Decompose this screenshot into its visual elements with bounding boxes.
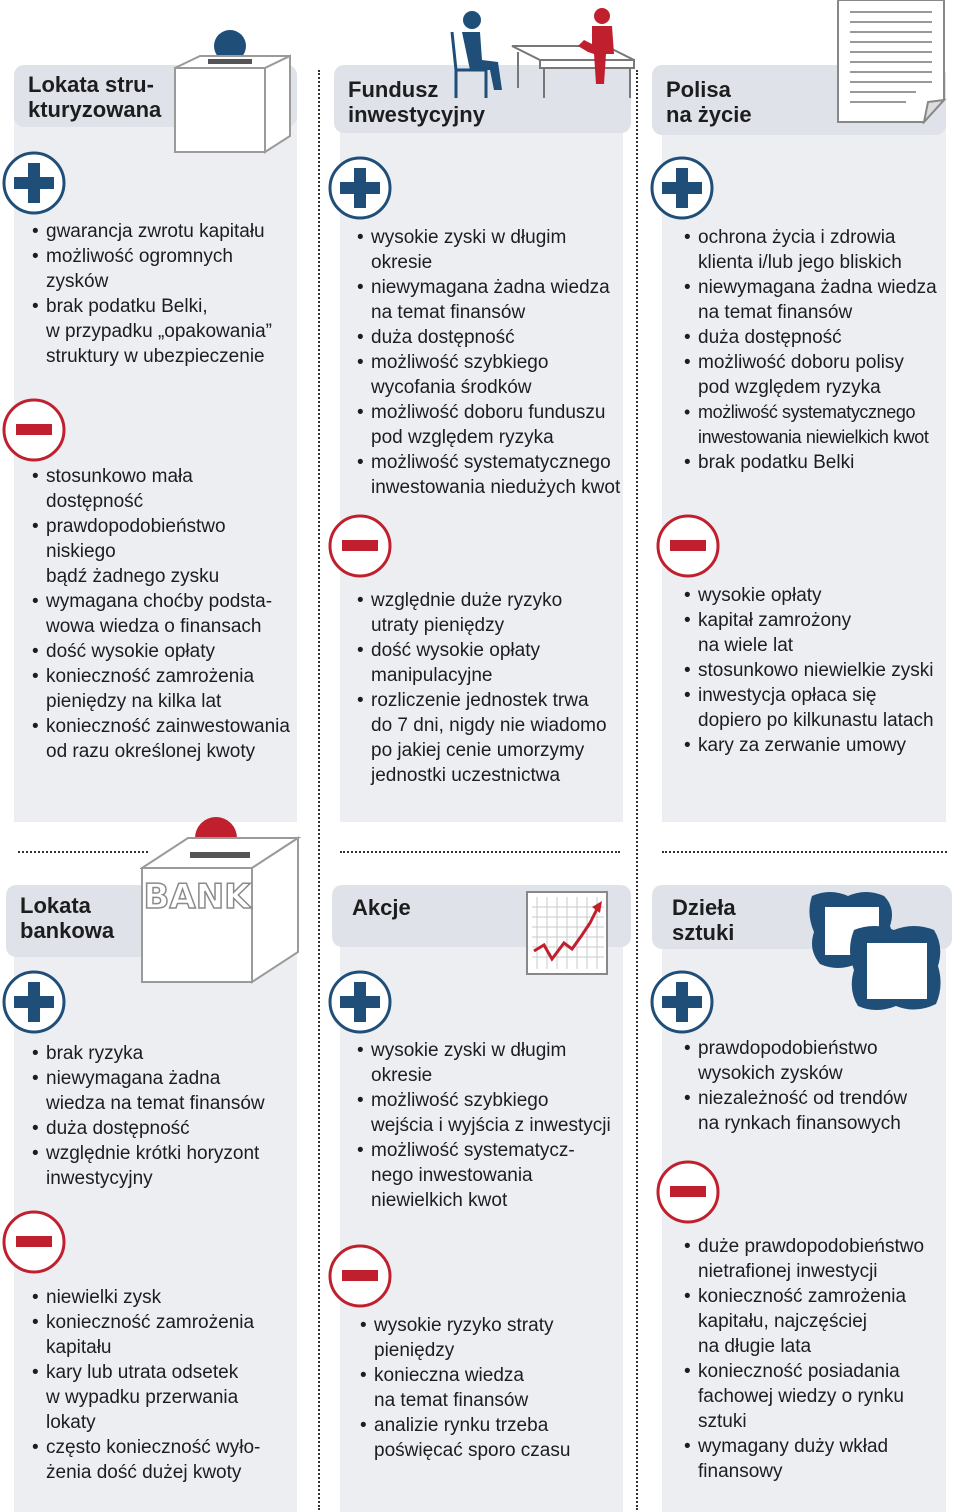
card-title: Akcje (352, 895, 411, 920)
list-item: • wysokie opłaty (684, 583, 950, 608)
minus-circle-icon (328, 514, 392, 578)
card-title: Dzieła sztuki (672, 895, 736, 945)
list-item: • wymagana choćby podsta- wowa wiedza o finansach (32, 589, 294, 639)
card-title: Polisa na życie (666, 77, 752, 127)
picture-frames-icon (804, 888, 944, 1020)
list-item: • duża dostępność (357, 325, 625, 350)
list-item: • prawdopodobieństwo wysokich zysków (684, 1036, 950, 1086)
list-item: • kary za zerwanie umowy (684, 733, 950, 758)
pros-list (684, 1036, 950, 1136)
minus-circle-icon (656, 514, 720, 578)
list-item: • ochrona życia i zdrowia klienta i/lub jego bliskich (684, 225, 950, 275)
row-separator (18, 851, 148, 853)
list-item: • wysokie ryzyko straty pieniędzy (360, 1313, 626, 1363)
list-item: • konieczna wiedza na temat finansów (360, 1363, 626, 1413)
minus-circle-icon (656, 1160, 720, 1224)
list-item: • stosunkowo niewielkie zyski (684, 658, 950, 683)
plus-circle-icon (2, 151, 66, 215)
pros-list (684, 225, 950, 475)
list-item: • duże prawdopodobieństwo nietrafionej inwestycji (684, 1234, 950, 1284)
list-item: • brak podatku Belki (684, 450, 950, 475)
plus-circle-icon (328, 970, 392, 1034)
list-item: • analizie rynku trzeba poświęcać sporo czasu (360, 1413, 626, 1463)
pros-list (32, 219, 294, 369)
cons-list (360, 1313, 626, 1463)
list-item: • duża dostępność (684, 325, 950, 350)
pros-list (357, 1038, 625, 1213)
row-separator (340, 851, 620, 853)
list-item: • niewymagana żadna wiedza na temat finansów (684, 275, 950, 325)
list-item: • niewielki zysk (32, 1285, 294, 1310)
plus-circle-icon (328, 156, 392, 220)
cons-list (684, 583, 950, 758)
minus-circle-icon (328, 1244, 392, 1308)
list-item: • konieczność zamrożenia kapitału, najczęściej na długie lata (684, 1284, 950, 1359)
column-separator (318, 70, 320, 1510)
card-title: Fundusz inwestycyjny (348, 77, 485, 127)
cons-list (32, 464, 294, 764)
list-item: • często konieczność wyło- żenia dość dużej kwoty (32, 1435, 294, 1485)
list-item: • możliwość doboru polisy pod względem ryzyka (684, 350, 950, 400)
list-item: • względnie krótki horyzont inwestycyjny (32, 1141, 294, 1191)
list-item: • kary lub utrata odsetek w wypadku przerwania lokaty (32, 1360, 294, 1435)
list-item: • brak ryzyka (32, 1041, 294, 1066)
document-icon (836, 0, 950, 124)
list-item: • inwestycja opłaca się dopiero po kilkunastu latach (684, 683, 950, 733)
list-item: • konieczność zainwestowania od razu określonej kwoty (32, 714, 294, 764)
list-item: • możliwość szybkiego wejścia i wyjścia z inwestycji (357, 1088, 625, 1138)
list-item: • brak podatku Belki, w przypadku „opakowania” struktury w ubezpieczenie (32, 294, 294, 369)
card-title: Lokata stru- kturyzowana (28, 72, 162, 122)
list-item: • stosunkowo mała dostępność (32, 464, 294, 514)
list-item: • względnie duże ryzyko utraty pieniędzy (357, 588, 625, 638)
list-item: • dość wysokie opłaty (32, 639, 294, 664)
list-item: • niewymagana żadna wiedza na temat finansów (32, 1066, 294, 1116)
list-item: • możliwość ogromnych zysków (32, 244, 294, 294)
list-item: • możliwość szybkiego wycofania środków (357, 350, 625, 400)
list-item: • rozliczenie jednostek trwa do 7 dni, nigdy nie wiadomo po jakiej cenie umorzymy jednostki uczestnictwa (357, 688, 625, 788)
list-item: • konieczność zamrożenia pieniędzy na kilka lat (32, 664, 294, 714)
list-item: • wysokie zyski w długim okresie (357, 225, 625, 275)
minus-circle-icon (2, 398, 66, 462)
bank-box-icon (140, 816, 302, 986)
minus-circle-icon (2, 1210, 66, 1274)
list-item: • prawdopodobieństwo niskiego bądź żadnego zysku (32, 514, 294, 589)
pros-list (357, 225, 625, 500)
plus-circle-icon (650, 970, 714, 1034)
card-title: Lokata bankowa (20, 893, 115, 943)
row-separator (662, 851, 947, 853)
list-item: • gwarancja zwrotu kapitału (32, 219, 294, 244)
plus-circle-icon (2, 970, 66, 1034)
list-item: • niezależność od trendów na rynkach finansowych (684, 1086, 950, 1136)
list-item: • dość wysokie opłaty manipulacyjne (357, 638, 625, 688)
list-item: • możliwość systematycznego inwestowania niedużych kwot (357, 450, 625, 500)
list-item: • wymagany duży wkład finansowy (684, 1434, 950, 1484)
plus-circle-icon (650, 156, 714, 220)
cons-list (357, 588, 625, 788)
column-separator (636, 70, 638, 1510)
advisor-meeting-icon (446, 8, 638, 100)
list-item: • konieczność zamrożenia kapitału (32, 1310, 294, 1360)
list-item: • niewymagana żadna wiedza na temat finansów (357, 275, 625, 325)
list-item: • kapitał zamrożony na wiele lat (684, 608, 950, 658)
cons-list (684, 1234, 950, 1484)
list-item: • możliwość systematycznego inwestowania niewielkich kwot (684, 400, 950, 450)
ballot-box-icon (170, 28, 295, 156)
list-item: • możliwość doboru funduszu pod względem ryzyka (357, 400, 625, 450)
bank-label: BANK (143, 877, 251, 917)
list-item: • możliwość systematycz- nego inwestowania niewielkich kwot (357, 1138, 625, 1213)
list-item: • konieczność posiadania fachowej wiedzy o rynku sztuki (684, 1359, 950, 1434)
pros-list (32, 1041, 294, 1191)
stock-chart-icon (526, 891, 610, 977)
cons-list (32, 1285, 294, 1485)
list-item: • duża dostępność (32, 1116, 294, 1141)
list-item: • wysokie zyski w długim okresie (357, 1038, 625, 1088)
